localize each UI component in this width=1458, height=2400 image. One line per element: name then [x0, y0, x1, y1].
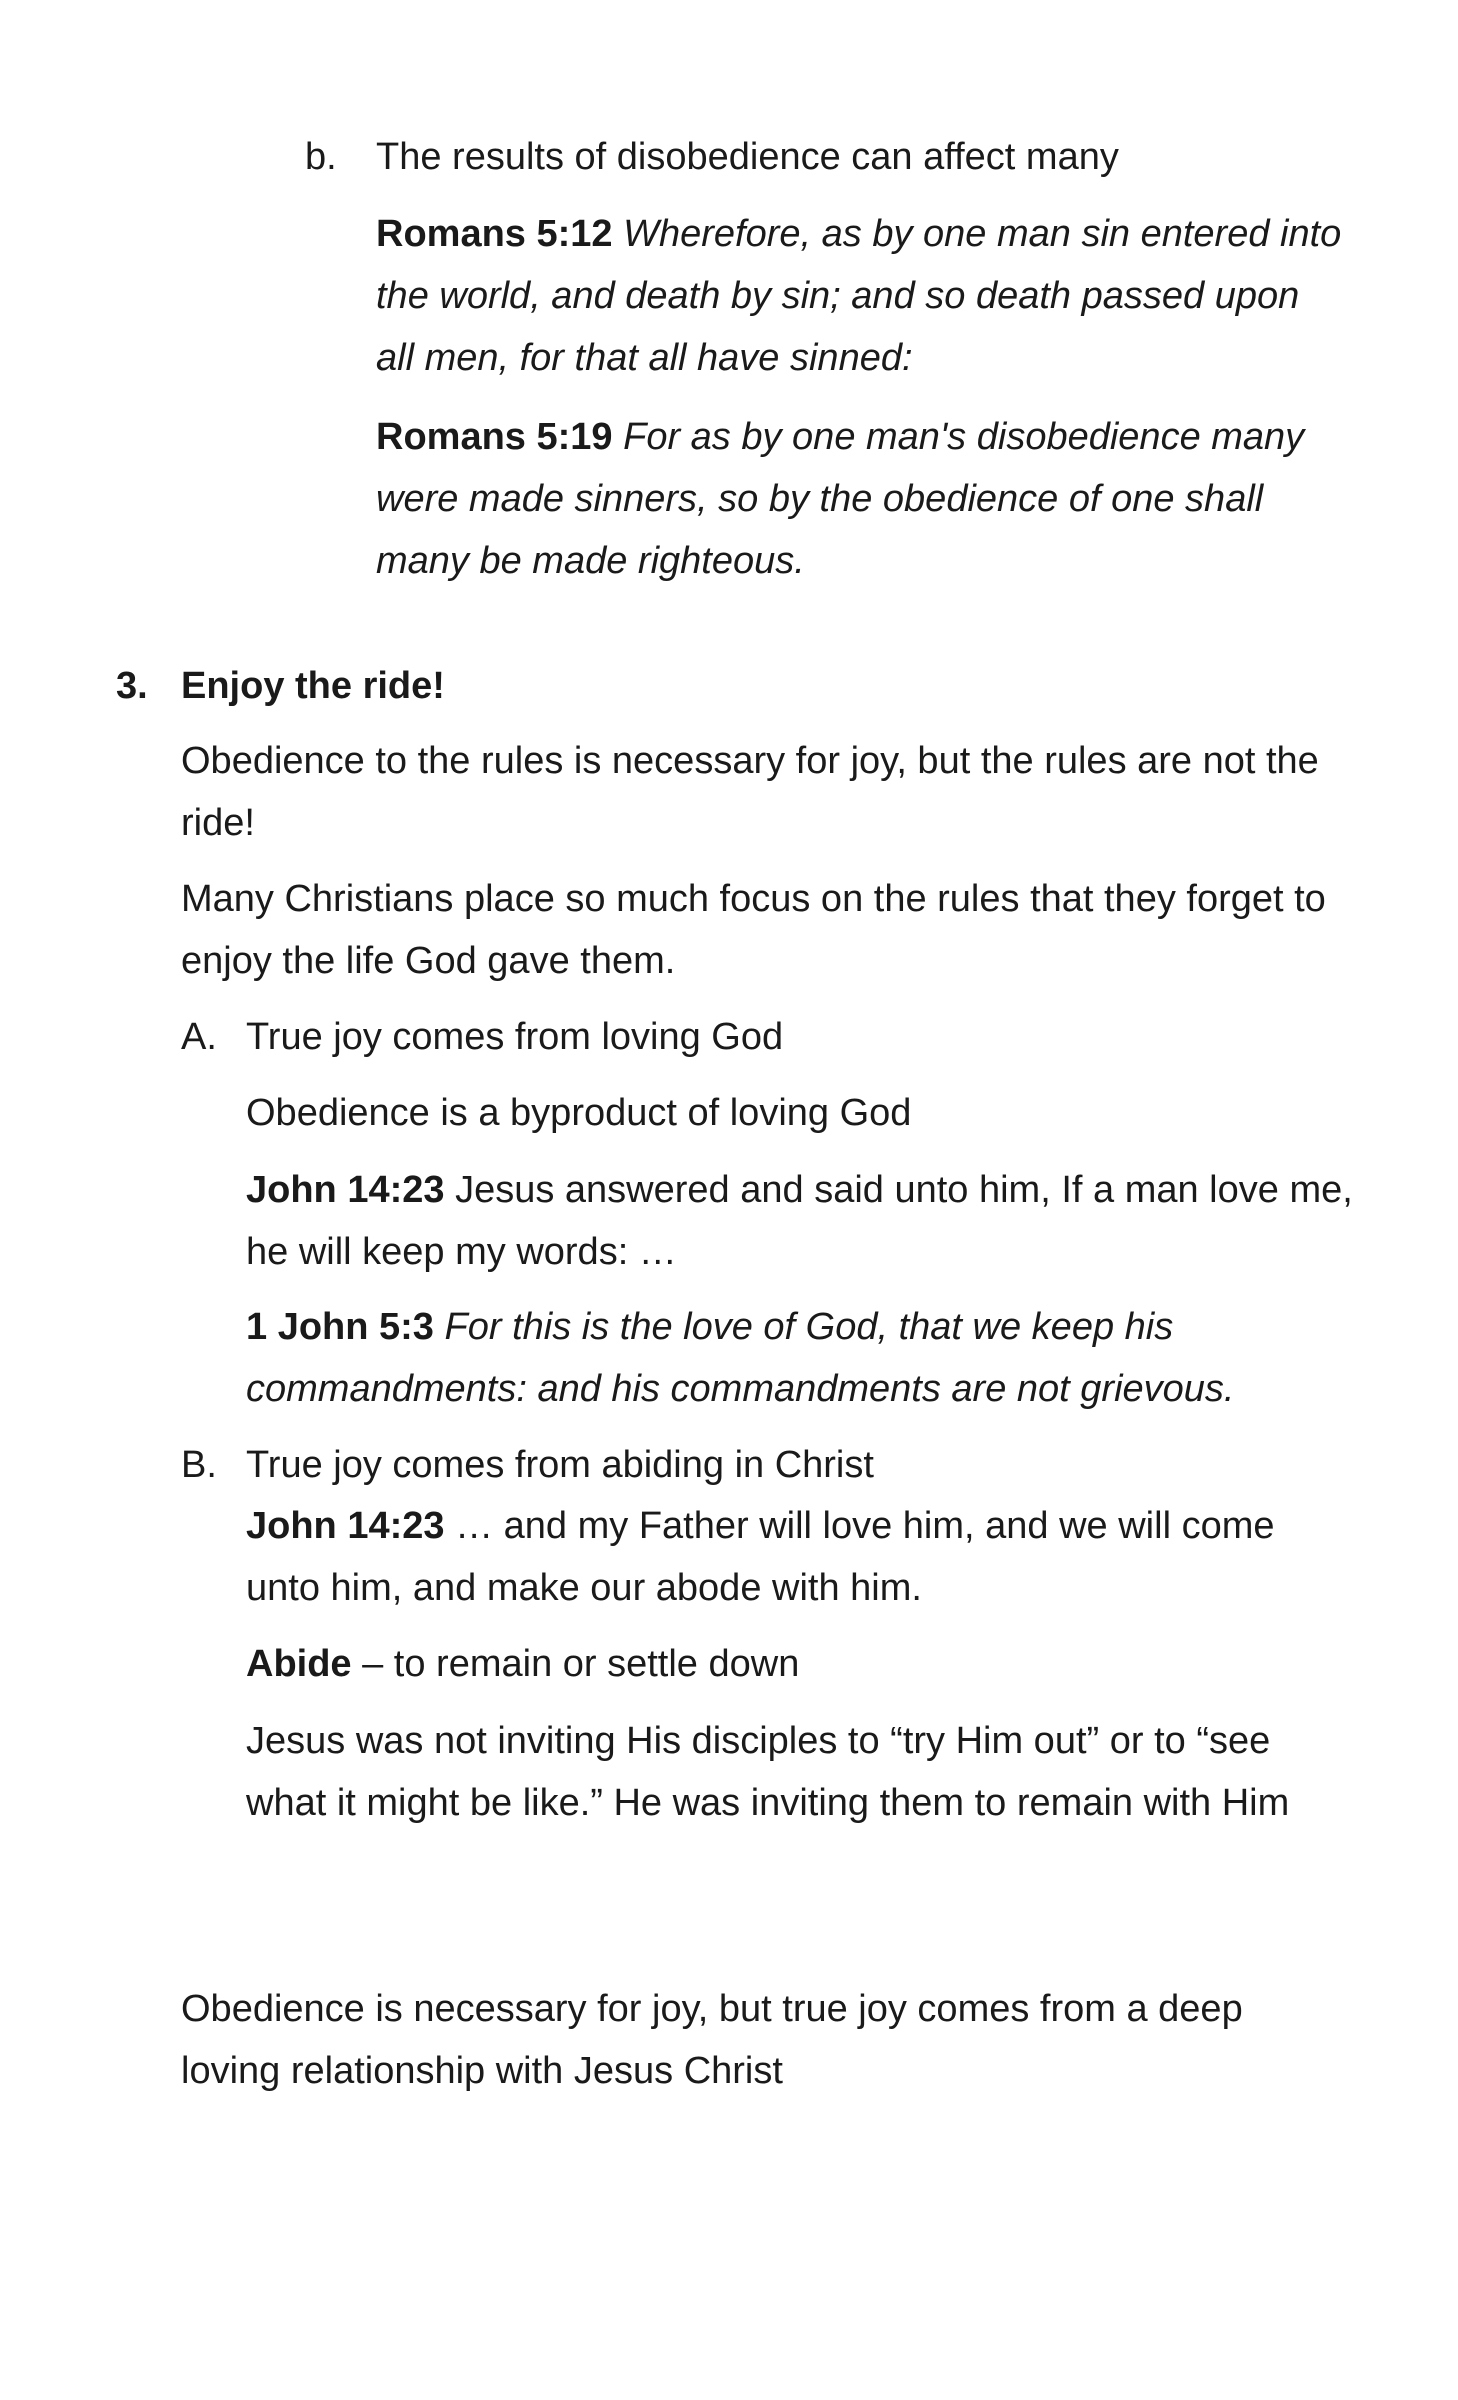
explanation: Jesus was not inviting His disciples to “try Him out” or to “see what it might be like.” He was inviting them to remain with Him — [246, 1720, 1290, 1824]
verse-text: unto him, and make our abode with him. — [246, 1567, 922, 1609]
definition — [246, 1633, 799, 1695]
verse-text: many be made righteous. — [376, 540, 805, 582]
list-marker-b: b. — [305, 136, 337, 178]
paragraph: Obedience to the rules is necessary for joy, but the rules are not the ride! — [181, 740, 1319, 844]
verse-reference: 1 John 5:3 — [246, 1306, 434, 1348]
verse-text: he will keep my words: … — [246, 1231, 677, 1273]
paragraph: Many Christians place so much focus on the rules that they forget to enjoy the life God gave them. — [181, 878, 1326, 982]
verse-john-14-23 — [246, 1159, 1353, 1283]
verse-text: commandments: and his commandments are not grievous. — [246, 1368, 1235, 1410]
verse-1-john-5-3 — [246, 1296, 1234, 1420]
verse-john-14-23-b — [246, 1495, 1275, 1619]
point-b-text: True joy comes from abiding in Christ — [246, 1444, 874, 1486]
definition-term: Abide — [246, 1643, 352, 1685]
verse-reference: John 14:23 — [246, 1505, 445, 1547]
verse-text: … and my Father will love him, and we will come — [455, 1505, 1275, 1547]
point-a-note: Obedience is a byproduct of loving God — [246, 1092, 912, 1134]
verse-reference: John 14:23 — [246, 1169, 445, 1211]
section-number: 3. — [116, 665, 148, 707]
verse-text: the world, and death by sin; and so death passed upon — [376, 275, 1300, 317]
verse-reference: Romans 5:19 — [376, 416, 613, 458]
section-heading: Enjoy the ride! — [181, 665, 445, 707]
verse-text: For this is the love of God, that we keep his — [444, 1306, 1174, 1348]
verse-reference: Romans 5:12 — [376, 213, 613, 255]
verse-text: Wherefore, as by one man sin entered into — [623, 213, 1342, 255]
list-marker-b-upper: B. — [181, 1444, 217, 1486]
verse-text: For as by one man's disobedience many — [623, 416, 1305, 458]
list-marker-a: A. — [181, 1016, 217, 1058]
verse-text: Jesus answered and said unto him, If a man love me, — [455, 1169, 1353, 1211]
definition-text: – to remain or settle down — [351, 1643, 800, 1685]
point-a-text: True joy comes from loving God — [246, 1016, 784, 1058]
verse-romans-5-12 — [376, 203, 1341, 389]
conclusion: Obedience is necessary for joy, but true joy comes from a deep loving relationship with Jesus Christ — [181, 1988, 1243, 2092]
item-b-text: The results of disobedience can affect many — [376, 136, 1119, 178]
verse-text: all men, for that all have sinned: — [376, 337, 913, 379]
verse-text: were made sinners, so by the obedience of one shall — [376, 478, 1264, 520]
verse-romans-5-19 — [376, 406, 1304, 592]
